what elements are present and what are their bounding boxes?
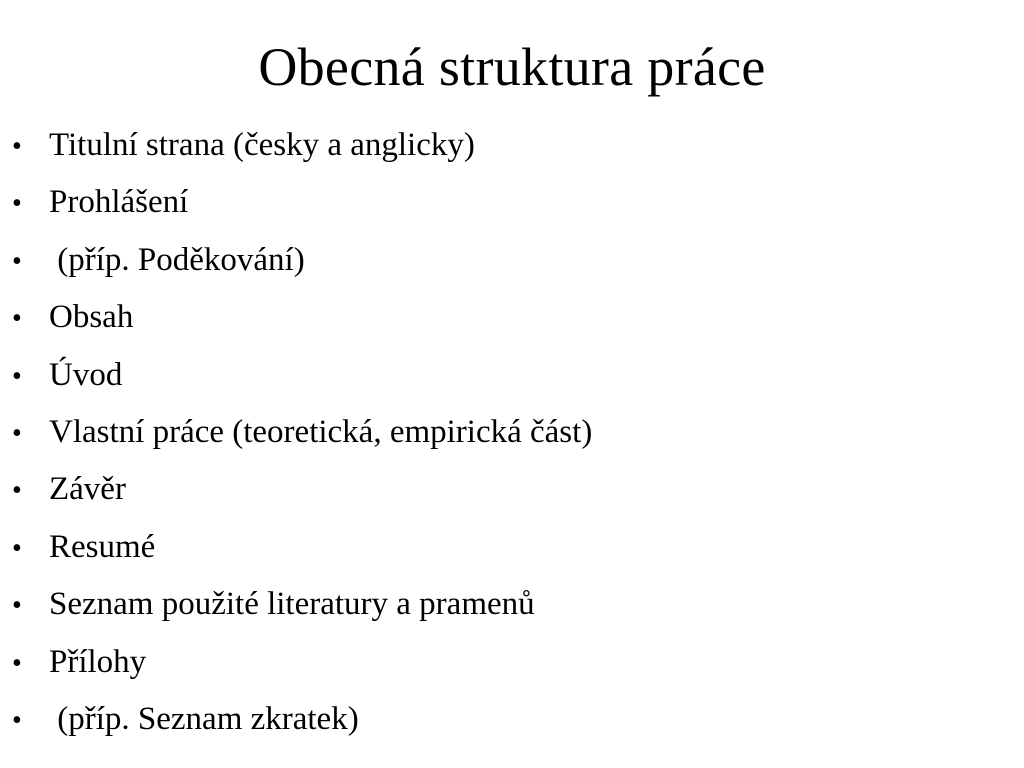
slide-title: Obecná struktura práce	[258, 37, 766, 97]
bullet-item	[12, 519, 592, 576]
bullet-list	[12, 117, 592, 748]
bullet-text: (příp. Seznam zkratek)	[49, 700, 359, 737]
bullet-text: (příp. Poděkování)	[49, 241, 305, 278]
bullet-marker: •	[12, 245, 22, 277]
bullet-marker: •	[12, 475, 22, 507]
bullet-text: Resumé	[49, 528, 156, 565]
bullet-text: Prohlášení	[49, 184, 189, 221]
bullet-marker: •	[12, 532, 22, 564]
bullet-item	[12, 117, 592, 174]
bullet-text: Seznam použité literatury a pramenů	[49, 586, 535, 623]
bullet-marker: •	[12, 131, 22, 162]
bullet-text: Titulní strana (česky a anglicky)	[49, 127, 475, 163]
bullet-text: Přílohy	[49, 643, 147, 680]
bullet-text: Závěr	[49, 471, 126, 508]
bullet-item	[12, 232, 592, 289]
bullet-item	[12, 461, 592, 518]
bullet-item	[12, 347, 592, 404]
bullet-item	[12, 289, 592, 346]
bullet-item	[12, 691, 592, 748]
bullet-item	[12, 174, 592, 231]
bullet-text: Úvod	[49, 356, 123, 393]
bullet-marker: •	[12, 303, 22, 335]
bullet-text: Obsah	[49, 299, 134, 336]
bullet-marker: •	[12, 417, 22, 449]
bullet-marker: •	[12, 647, 22, 679]
bullet-item	[12, 576, 592, 633]
bullet-marker: •	[12, 704, 22, 736]
bullet-marker: •	[12, 188, 22, 220]
bullet-item	[12, 634, 592, 691]
bullet-item	[12, 404, 592, 461]
bullet-marker: •	[12, 590, 22, 622]
bullet-text: Vlastní práce (teoretická, empirická část)	[49, 413, 593, 450]
bullet-marker: •	[12, 360, 22, 392]
